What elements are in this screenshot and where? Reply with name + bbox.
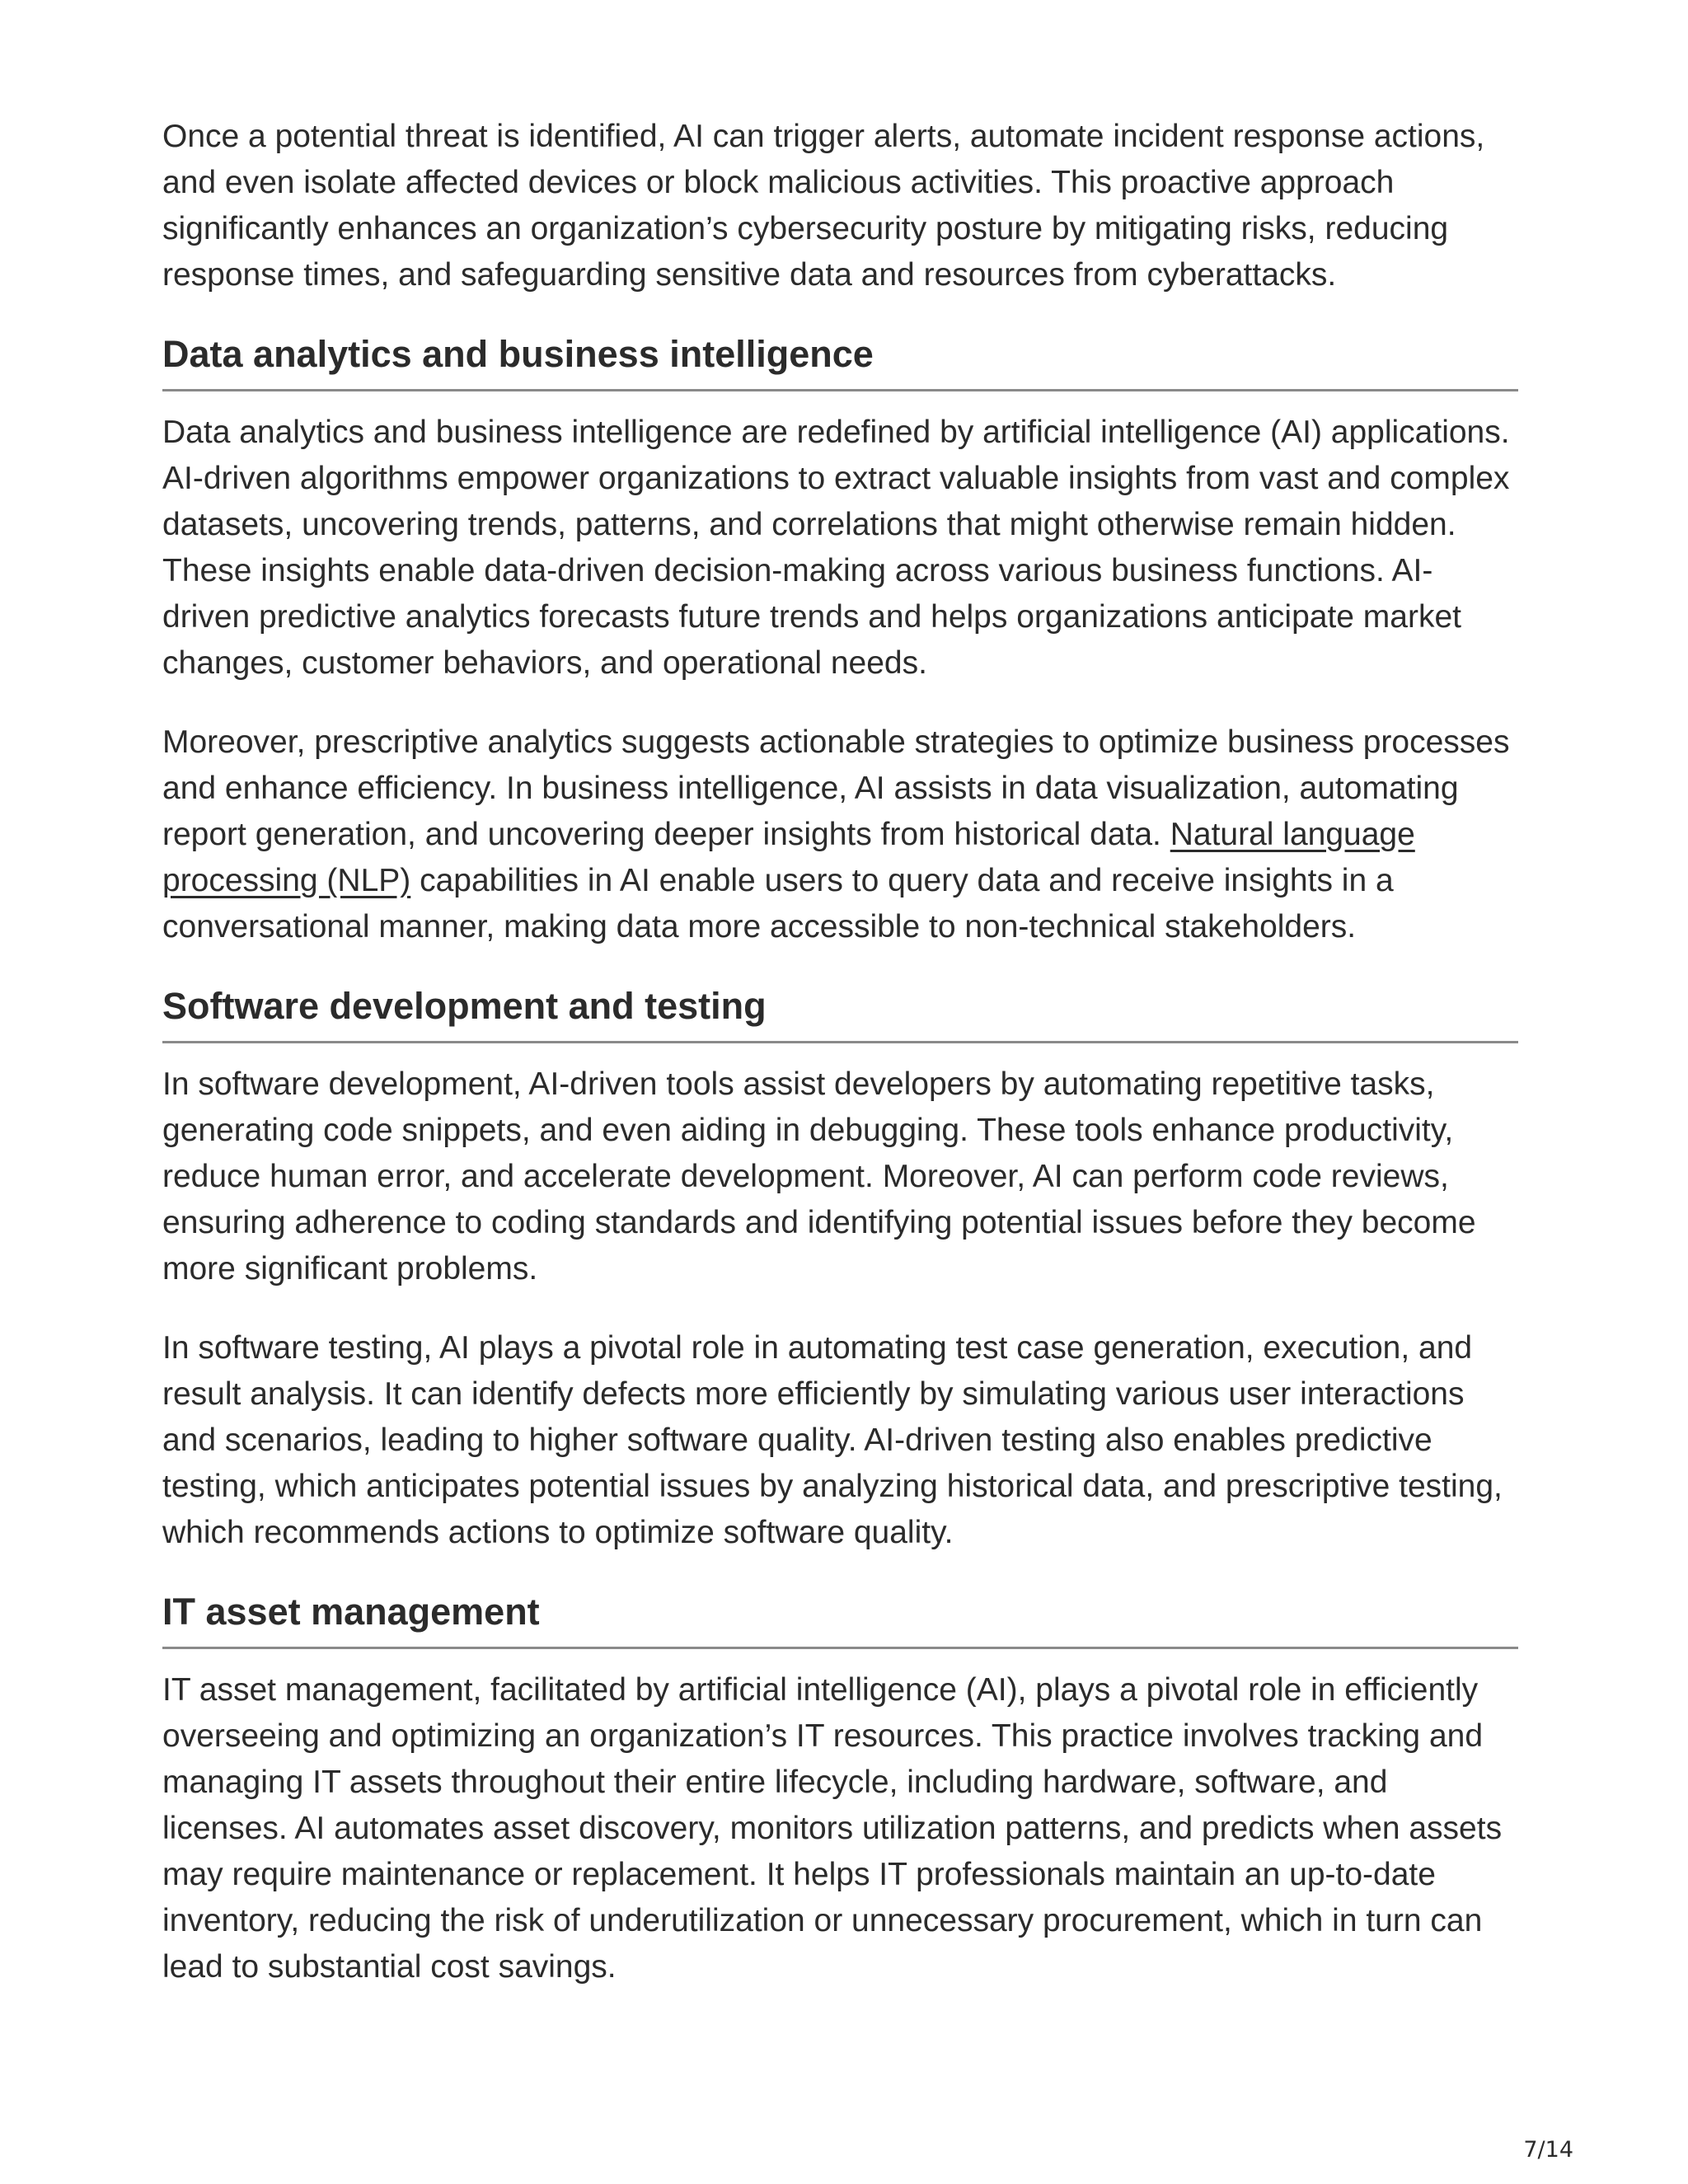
section-heading: Data analytics and business intelligence	[162, 331, 1518, 391]
section-paragraph: IT asset management, facilitated by artificial intelligence (AI), plays a pivotal role in efficiently overseeing and optimizing an organization’s IT resources. This practice involves tracking and managing IT assets throughout their entire lifecycle, including hardware, software, and licenses. AI automates asset discovery, monitors utilization patterns, and predicts when assets may require maintenance or replacement. It helps IT professionals maintain an up-to-date inventory, reducing the risk of underutilization or unnecessary procurement, which in turn can lead to substantial cost savings.	[162, 1672, 1503, 1985]
section-heading: Software development and testing	[162, 983, 1518, 1043]
paragraph-text: Moreover, prescriptive analytics suggests actionable strategies to optimize business processes and enhance efficiency. In business intelligence, AI assists in data visualization, automating report generation, and uncovering deeper insights from historical data.	[162, 724, 1510, 852]
page-number: 7/14	[1523, 2137, 1573, 2163]
section-paragraph: In software testing, AI plays a pivotal role in automating test case generation, execution, and result analysis. It can identify defects more efficiently by simulating various user interactions and scenarios, leading to higher software quality. AI-driven testing also enables predictive testing, which anticipates potential issues by analyzing historical data, and prescriptive testing, which recommends actions to optimize software quality.	[162, 1330, 1503, 1550]
article-body	[162, 114, 1518, 2023]
section-data-analytics	[162, 331, 1518, 950]
paragraph-text: capabilities in AI enable users to query data and receive insights in a conversational manner, making data more accessible to non-technical stakeholders.	[162, 863, 1394, 944]
section-paragraph: In software development, AI-driven tools assist developers by automating repetitive tasks, generating code snippets, and even aiding in debugging. These tools enhance productivity, reduce human error, and accelerate development. Moreover, AI can perform code reviews, ensuring adherence to coding standards and identifying potential issues before they become more significant problems.	[162, 1066, 1476, 1286]
section-heading: IT asset management	[162, 1589, 1518, 1649]
nlp-link[interactable]: Natural language processing (NLP)	[162, 817, 1415, 898]
section-paragraph: Data analytics and business intelligence are redefined by artificial intelligence (AI) applications. AI-driven algorithms empower organizations to extract valuable insights from vast and complex datasets, uncovering trends, patterns, and correlations that might otherwise remain hidden. These insights enable data-driven decision-making across various business functions. AI-driven predictive analytics forecasts future trends and helps organizations anticipate market changes, customer behaviors, and operational needs.	[162, 415, 1510, 681]
intro-paragraph: Once a potential threat is identified, AI can trigger alerts, automate incident response actions, and even isolate affected devices or block malicious activities. This proactive approach significantly enhances an organization’s cybersecurity posture by mitigating risks, reducing response times, and safeguarding sensitive data and resources from cyberattacks.	[162, 119, 1485, 293]
section-it-asset-management	[162, 1589, 1518, 1990]
section-software-development	[162, 983, 1518, 1556]
section-paragraph-with-link	[162, 719, 1518, 950]
